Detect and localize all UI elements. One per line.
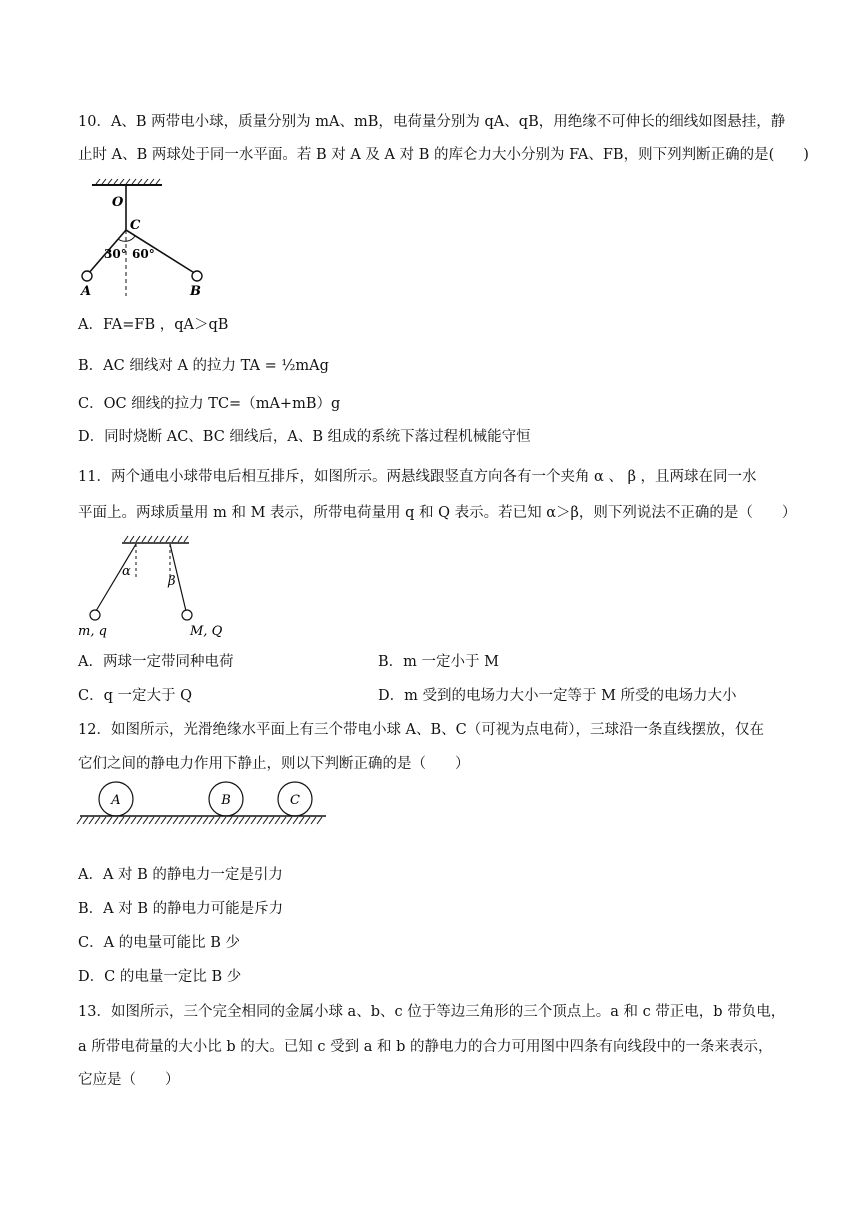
q12-option-b: B．A 对 B 的静电力可能是斥力 [78,901,284,917]
q11-option-a: A．两球一定带同种电荷 [78,654,234,670]
q10-label-a: A [81,284,92,298]
q12-stem-line-1: 12．如图所示，光滑绝缘水平面上有三个带电小球 A、B、C（可视为点电荷），三球沿一条直线摆放，仅在 [78,722,765,738]
q10-option-c: C．OC 细线的拉力 TC=（mA+mB）g [78,396,341,412]
q12-label-a: A [111,793,121,808]
q12-stem-line-2: 它们之间的静电力作用下静止，则以下判断正确的是（ ） [78,756,470,772]
q11-stem-line-1: 11．两个通电小球带电后相互排斥，如图所示。两悬线跟竖直方向各有一个夹角 α 、 β ，且两球在同一水 [78,469,757,485]
q13-stem-line-1: 13．如图所示，三个完全相同的金属小球 a、b、c 位于等边三角形的三个顶点上。a 和 c 带正电，b 带负电， [78,1004,786,1020]
q12-label-c: C [290,793,300,808]
q12-option-d: D．C 的电量一定比 B 少 [78,969,242,985]
q10-option-b: B．AC 细线对 A 的拉力 TA = ½mAg [78,358,329,374]
q12-figure [76,780,336,828]
q13-stem-line-2: a 所带电荷量的大小比 b 的大。已知 c 受到 a 和 b 的静电力的合力可用图中四条有向线段中的一条来表示， [78,1039,773,1055]
q11-label-right-ball: M, Q [190,624,223,639]
q11-option-d: D．m 受到的电场力大小一定等于 M 所受的电场力大小 [378,688,737,704]
q11-figure [76,535,246,643]
q13-stem-line-3: 它应是（ ） [78,1072,180,1088]
q10-stem-line-1: 10．A、B 两带电小球，质量分别为 mA、mB，电荷量分别为 qA、qB，用绝缘不可伸长的细线如图悬挂，静 [78,114,786,130]
q11-label-left-ball: m, q [78,624,107,639]
q11-stem-line-2: 平面上。两球质量用 m 和 M 表示，所带电荷量用 q 和 Q 表示。若已知 α＞β，则下列说法不正确的是（ ） [78,505,797,521]
q10-figure [76,178,216,298]
q11-label-alpha: α [122,564,131,579]
q12-label-b: B [221,793,231,808]
q11-option-c: C．q 一定大于 Q [78,688,192,704]
q11-option-b: B．m 一定小于 M [378,654,499,670]
q10-label-o: O [112,195,124,210]
q10-label-c: C [130,218,141,233]
q12-option-c: C．A 的电量可能比 B 少 [78,935,241,951]
q10-label-b: B [190,284,201,298]
q10-option-a: A．FA=FB ，qA＞qB [78,317,229,333]
q12-option-a: A．A 对 B 的静电力一定是引力 [78,867,283,883]
q10-label-angle-60: 60° [132,247,155,261]
q10-label-angle-30: 30° [104,247,127,261]
q10-option-d: D．同时烧断 AC、BC 细线后，A、B 组成的系统下落过程机械能守恒 [78,429,531,445]
q11-label-beta: β [168,574,176,589]
q10-stem-line-2: 止时 A、B 两球处于同一水平面。若 B 对 A 及 A 对 B 的库仑力大小分别为 FA、FB，则下列判断正确的是( ) [78,147,809,163]
